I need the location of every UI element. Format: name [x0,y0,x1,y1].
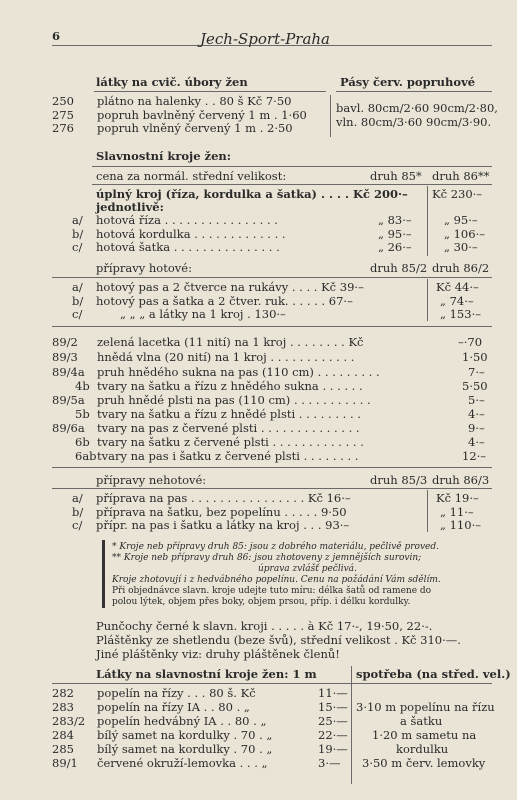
s1-right-row-0: bavl. 80cm/2·60 90cm/2·80, [336,101,498,115]
list-price-4: 5·– [468,393,485,407]
page-number: 6 [52,29,61,43]
nehotove-col2: druh 86/3 [432,473,490,487]
list-code-8: 6ab [75,449,97,463]
nehotove-item-0: příprava na pas . . . . . . . . . . . . . . . . Kč 16·– [96,491,351,505]
kroje-v2-2: „ 30·– [444,240,478,254]
latky-right-0: 3·10 m popelínu na řízu [356,700,495,714]
kroje-item-2: hotová šatka . . . . . . . . . . . . . . . [96,240,280,254]
list-price-2: 7·– [468,365,485,379]
kroje-letter-0: a/ [72,213,83,227]
section1-right-title: Pásy červ. popruhové [340,75,476,89]
s1-code-2: 276 [52,121,74,135]
nehotove-v2-0: Kč 19·– [436,491,479,505]
latky-right-1: a šatku [400,714,443,728]
latky-price-3: 22·— [318,728,348,742]
list-text-2: pruh hnědého sukna na pas (110 cm) . . . . . . . . . [97,365,380,379]
hotove-letter-2: c/ [72,307,83,321]
hotove-title: přípravy hotové: [96,261,192,275]
nehotove-letter-0: a/ [72,491,83,505]
nehotove-col1: druh 85/3 [370,473,428,487]
kroje-rule-top [92,166,492,167]
kroje-v1-1: „ 95·– [378,227,412,241]
list-price-5: 4·– [468,407,485,421]
brand-logo: Jech-Sport-Praha [200,30,331,48]
kroje-singles-label: jednotlivě: [96,200,164,214]
list-code-0: 89/2 [52,335,78,349]
latky-title: Látky na slavnostní kroje žen: 1 m [96,667,317,681]
note-2: úprava zvlášť pečlivá. [258,564,357,574]
list-text-8: tvary na pas i šatku z červené plsti . . . . . . . . [97,449,359,463]
latky-right-4: 3·50 m červ. lemovky [362,756,486,770]
latky-text-0: popelín na řízy . . . 80 š. Kč [97,686,256,700]
latky-rule [52,683,492,684]
kroje-letter-1: b/ [72,227,84,241]
kroje-item-0: hotová říza . . . . . . . . . . . . . . . . [96,213,278,227]
hotove-item-2: „ „ „ a látky na 1 kroj . 130·– [120,307,286,321]
kroje-title: Slavnostní kroje žen: [96,149,231,163]
hotove-item-1: hotový pas a šatka a 2 čtver. ruk. . . . . . 67·– [96,294,353,308]
latky-text-1: popelín na řízy IA . . 80 . „ [97,700,250,714]
latky-price-0: 11·— [318,686,348,700]
hotove-col2: druh 86/2 [432,261,490,275]
latky-divider [351,666,352,784]
s1-text-0: plátno na halenky . . 80 š Kč 7·50 [97,94,292,108]
note-1: ** Kroje neb přípravy druh 86: jsou zhotoveny z jemnějších surovin; [112,553,422,563]
latky-price-2: 25·— [318,714,348,728]
list-code-7: 6b [75,435,90,449]
kroje-v2-1: „ 106·– [444,227,485,241]
kroje-letter-2: c/ [72,240,83,254]
note-4: Při objednávce slavn. kroje udejte tuto míru: délka šatů od ramene do [112,586,432,596]
hotove-letter-0: a/ [72,280,83,294]
latky-code-1: 283 [52,700,74,714]
kroje-full-col2: Kč 230·– [432,187,483,201]
list-price-7: 4·– [468,435,485,449]
extra-2: Jiné pláštěnky viz: druhy pláštěnek členů! [96,647,340,661]
kroje-v1-0: „ 83·– [378,213,412,227]
nehotove-item-2: přípr. na pas i šatku a látky na kroj . . . 93·– [96,518,350,532]
latky-price-5: 3·— [318,756,341,770]
nehotove-item-1: příprava na šatku, bez popelínu . . . . . 9·50 [96,505,347,519]
latky-text-3: bílý samet na kordulky . 70 . „ [97,728,273,742]
note-3: Kroje zhotovují i z hedvábného popelínu. Cenu na požádání Vám sdělím. [112,575,441,585]
kroje-full: úplný kroj (říza, kordulka a šatka) . . . . Kč 200·– [96,187,408,201]
nehotove-v2-2: „ 110·– [440,518,481,532]
list-price-1: 1·50 [462,350,488,364]
latky-text-5: červené okruží-lemovka . . . „ [97,756,268,770]
list-price-6: 9·– [468,421,485,435]
list-rule-bottom [52,467,492,468]
nehotove-letter-1: b/ [72,505,84,519]
latky-text-2: popelín hedvábný IA . . 80 . „ [97,714,267,728]
s1-text-1: popruh bavlněný červený 1 m . 1·60 [97,108,307,122]
kroje-rule-2 [92,184,492,185]
kroje-item-1: hotová kordulka . . . . . . . . . . . . . [96,227,286,241]
latky-right-3: kordulku [396,742,449,756]
nehotove-divider [427,490,428,532]
latky-code-2: 283/2 [52,714,86,728]
note-0: * Kroje neb přípravy druh 85: jsou z dobrého materiálu, pečlivě proved. [112,542,439,552]
list-text-5: tvary na šatku a řízu z hnědé plsti . . . . . . . . . [97,407,361,421]
latky-code-0: 282 [52,686,74,700]
list-code-6: 89/6a [52,421,85,435]
kroje-v2-0: „ 95·– [444,213,478,227]
hotove-v2-0: Kč 44·– [436,280,479,294]
latky-right-title: spotřeba (na střed. vel.) [356,667,511,681]
list-text-6: tvary na pas z červené plsti . . . . . . . . . . . . . . [97,421,360,435]
latky-price-4: 19·— [318,742,348,756]
s1-divider [330,95,331,137]
list-text-0: zelená lacetka (11 nití) na 1 kroj . . . . . . . . Kč [97,335,364,349]
list-price-0: –·70 [458,335,483,349]
section1-left-title: látky na cvič. úbory žen [96,75,248,89]
latky-code-4: 285 [52,742,74,756]
hotove-divider [427,279,428,321]
nehotove-v2-1: „ 11·– [440,505,474,519]
list-text-1: hnědá vlna (20 nití) na 1 kroj . . . . . . . . . . . . [97,350,355,364]
s1-text-2: popruh vlněný červený 1 m . 2·50 [97,121,293,135]
latky-code-5: 89/1 [52,756,78,770]
latky-price-1: 15·— [318,700,348,714]
section1-right-rule [336,91,492,92]
list-code-5: 5b [75,407,90,421]
hotove-rule [52,277,492,278]
hotove-v2-1: „ 74·– [440,294,474,308]
nehotove-title: přípravy nehotové: [96,473,207,487]
note-5: polou lýtek, objem přes boky, objem prsou, příp. i délku kordulky. [112,597,411,607]
hotove-item-0: hotový pas a 2 čtverce na rukávy . . . . Kč 39·– [96,280,364,294]
s1-code-0: 250 [52,94,74,108]
kroje-divider [427,186,428,256]
list-text-4: pruh hnědé plsti na pas (110 cm) . . . . . . . . . . . [97,393,371,407]
extra-1: Pláštěnky ze shetlendu (beze švů), střední velikost . Kč 310·—. [96,633,461,647]
list-code-2: 89/4a [52,365,85,379]
list-code-3: 4b [75,379,90,393]
latky-code-3: 284 [52,728,74,742]
list-code-4: 89/5a [52,393,85,407]
list-text-3: tvary na šatku a řízu z hnědého sukna . . . . . . [97,379,363,393]
section1-left-rule [94,91,326,92]
kroje-size-line: cena za normál. střední velikost: [96,169,287,183]
list-rule-top [52,326,492,327]
list-price-8: 12·– [462,449,487,463]
kroje-col1: druh 85* [370,169,422,183]
list-code-1: 89/3 [52,350,78,364]
latky-right-2: 1·20 m sametu na [372,728,477,742]
notes-bar [102,540,105,608]
kroje-v1-2: „ 26·– [378,240,412,254]
extra-0: Punčochy černé k slavn. kroji . . . . . à Kč 17·-, 19·50, 22·-. [96,619,433,633]
hotove-col1: druh 85/2 [370,261,428,275]
hotove-letter-1: b/ [72,294,84,308]
s1-right-row-1: vln. 80cm/3·60 90cm/3·90. [336,115,492,129]
kroje-col2: druh 86** [432,169,490,183]
nehotove-letter-2: c/ [72,518,83,532]
hotove-v2-2: „ 153·– [440,307,481,321]
latky-text-4: bílý samet na kordulky . 70 . „ [97,742,273,756]
list-price-3: 5·50 [462,379,488,393]
s1-code-1: 275 [52,108,74,122]
nehotove-rule [52,488,492,489]
list-text-7: tvary na šatku z červené plsti . . . . . . . . . . . . . [97,435,364,449]
